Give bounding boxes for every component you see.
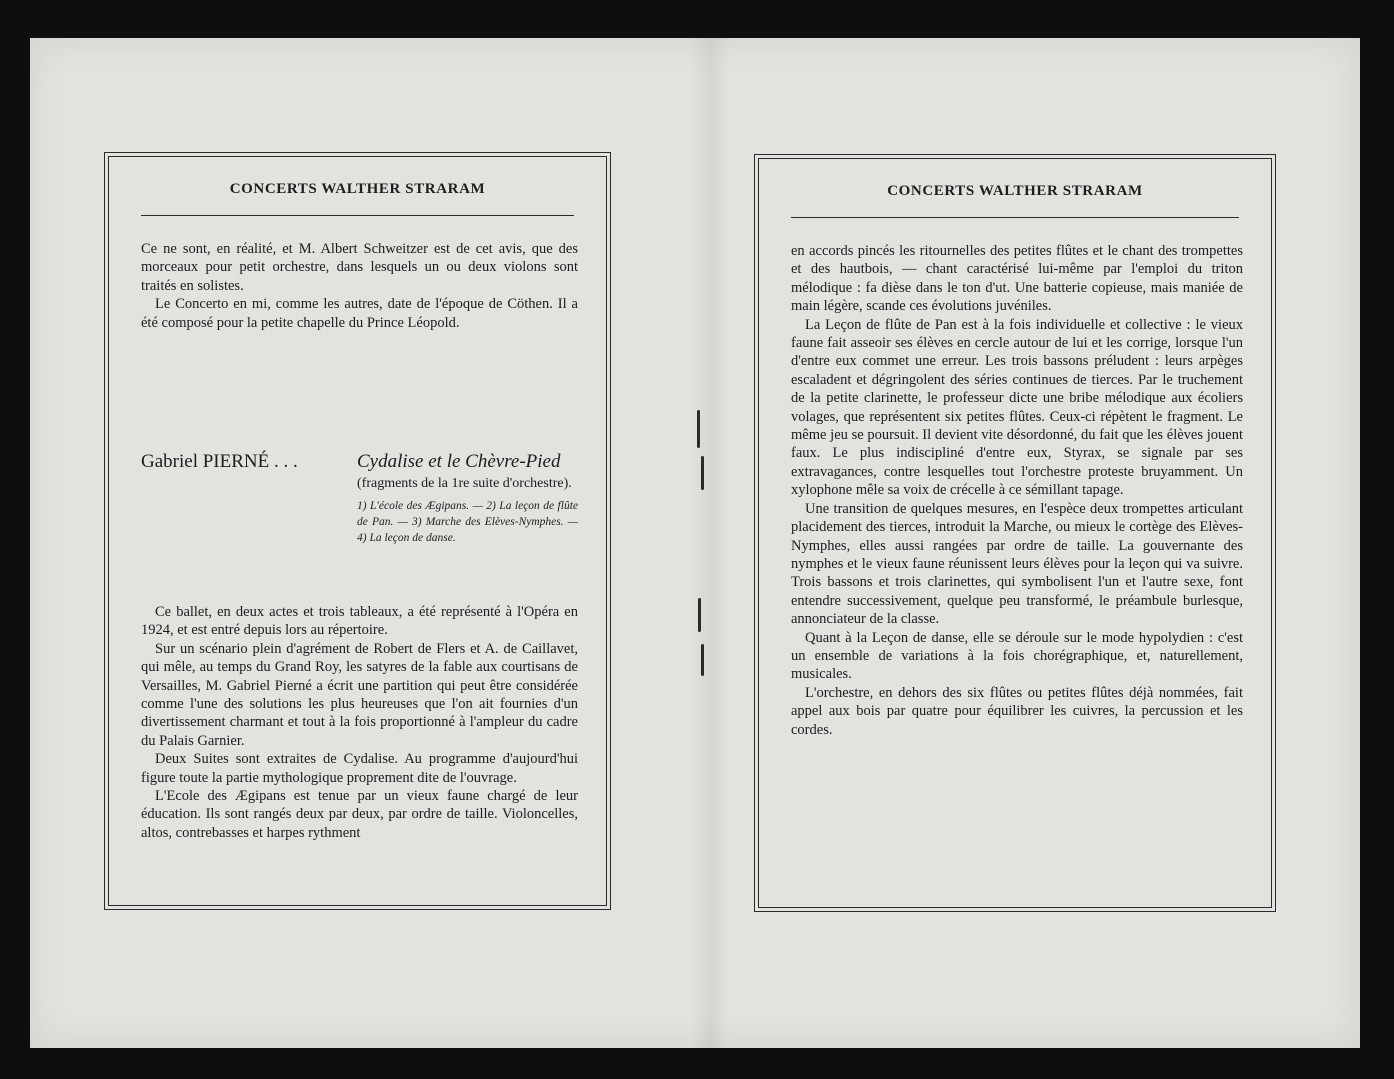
notes-paragraph: L'Ecole des Ægipans est tenue par un vieux faune chargé de leur éducation. Ils sont rangés deux par deux, par ordre de taille. Violoncelles, altos, contrebasses et harpes rythment — [141, 788, 578, 841]
intro-paragraph: Le Concerto en mi, comme les autres, date de l'époque de Cöthen. Il a été composé pour la petite chapelle du Prince Léopold. — [141, 296, 578, 331]
notes-paragraph: La Leçon de flûte de Pan est à la fois individuelle et collective : le vieux faune fait asseoir ses élèves en cercle autour de lui et les corrige, lorsque l'un d'entre eux commet une erreur. Les trois bassons préludent : leurs arpèges escaladent et dégringolent des séries continues de tierces. Par le truchement de la petite clarinette, le professeur dicte une bribe mélodique aux écoliers volages, que représentent six petites flûtes. Ceux-ci répètent le fragment. Le même jeu se poursuit. Il devient vite désordonné, du fait que les élèves jouent faux. Le plus indiscipliné d'entre eux, Styrax, se signale par ses extravagances, contre lesquelles tout l'orchestre proteste bruyamment. Un xylophone mêle sa voix de crécelle à ce sémillant tapage. — [791, 316, 1243, 499]
notes-paragraph: Quant à la Leçon de danse, elle se déroule sur le mode hypolydien : c'est un ensemble de variations à la fois chorégraphique, et, naturellement, musicales. — [791, 629, 1243, 683]
program-notes — [141, 603, 578, 842]
intro-paragraph: Ce ne sont, en réalité, et M. Albert Schweitzer est de cet avis, que des morceaux pour petit orchestre, dans lesquels un ou deux violons sont traités en solistes. — [141, 241, 578, 294]
right-page-header: CONCERTS WALTHER STRARAM — [887, 183, 1143, 199]
program-notes-continued — [791, 242, 1243, 739]
booklet-spread — [30, 38, 1360, 1048]
left-page-frame — [104, 152, 611, 910]
notes-paragraph: Ce ballet, en deux actes et trois tableaux, a été représenté à l'Opéra en 1924, et est entré depuis lors au répertoire. — [141, 604, 578, 639]
composer-name: Gabriel PIERNÉ . . . — [141, 451, 298, 472]
notes-paragraph: Deux Suites sont extraites de Cydalise. Au programme d'aujourd'hui figure toute la partie mythologique proprement dite de l'ouvrage. — [141, 751, 578, 786]
notes-paragraph: Sur un scénario plein d'agrément de Robert de Flers et A. de Caillavet, qui mêle, au temps du Grand Roy, les satyres de la fable aux courtisans de Versailles, M. Gabriel Pierné a écrit une partition qui peut être considérée comme l'une des solutions les plus heureuses que l'on ait fournies d'un divertissement charmant et tout à la fois proportionné à l'ampleur du cadre du Palais Garnier. — [141, 640, 578, 749]
left-page-header: CONCERTS WALTHER STRARAM — [229, 181, 486, 197]
notes-paragraph: L'orchestre, en dehors des six flûtes ou petites flûtes déjà nommées, fait appel aux bois par quatre pour équilibrer les cuivres, la percussion et les cordes. — [791, 684, 1243, 738]
intro-text — [141, 240, 578, 332]
header-rule — [791, 217, 1239, 218]
binding-stitch — [701, 644, 704, 676]
binding-stitch — [697, 410, 700, 448]
center-fold — [690, 38, 730, 1048]
binding-stitch — [698, 598, 701, 632]
notes-paragraph: en accords pincés les ritournelles des petites flûtes et le chant des trompettes et des hautbois, — chant caractérisé lui-même par l'emploi du triton mélodique : fa dièse dans le ton d'ut. Une batterie copieuse, mais maniée de main légère, scande ces évolutions juvéniles. — [791, 243, 1243, 315]
work-title: Cydalise et le Chèvre-Pied — [357, 451, 561, 472]
right-page-frame — [754, 154, 1276, 912]
header-rule — [141, 215, 574, 216]
work-movements: 1) L'école des Ægipans. — 2) La leçon de flûte de Pan. — 3) Marche des Elèves-Nymphes. — 4) La leçon de danse. — [357, 500, 578, 544]
binding-stitch — [701, 456, 704, 490]
work-subtitle: (fragments de la 1re suite d'orchestre). — [357, 476, 572, 491]
notes-paragraph: Une transition de quelques mesures, en l'espèce deux trompettes articulant placidement des tierces, introduit la Marche, ou mieux le cortège des Elèves-Nymphes, elles aussi rangées par ordre de taille. La gouvernante des nymphes et le vieux faune réunissent leurs élèves pour la leçon qui va suivre. Trois bassons et trois clarinettes, qui symbolisent l'un et l'autre sexe, font entendre successivement, quelque peu transformé, le préambule burlesque, annonciateur de la classe. — [791, 500, 1243, 628]
work-details — [357, 451, 578, 546]
